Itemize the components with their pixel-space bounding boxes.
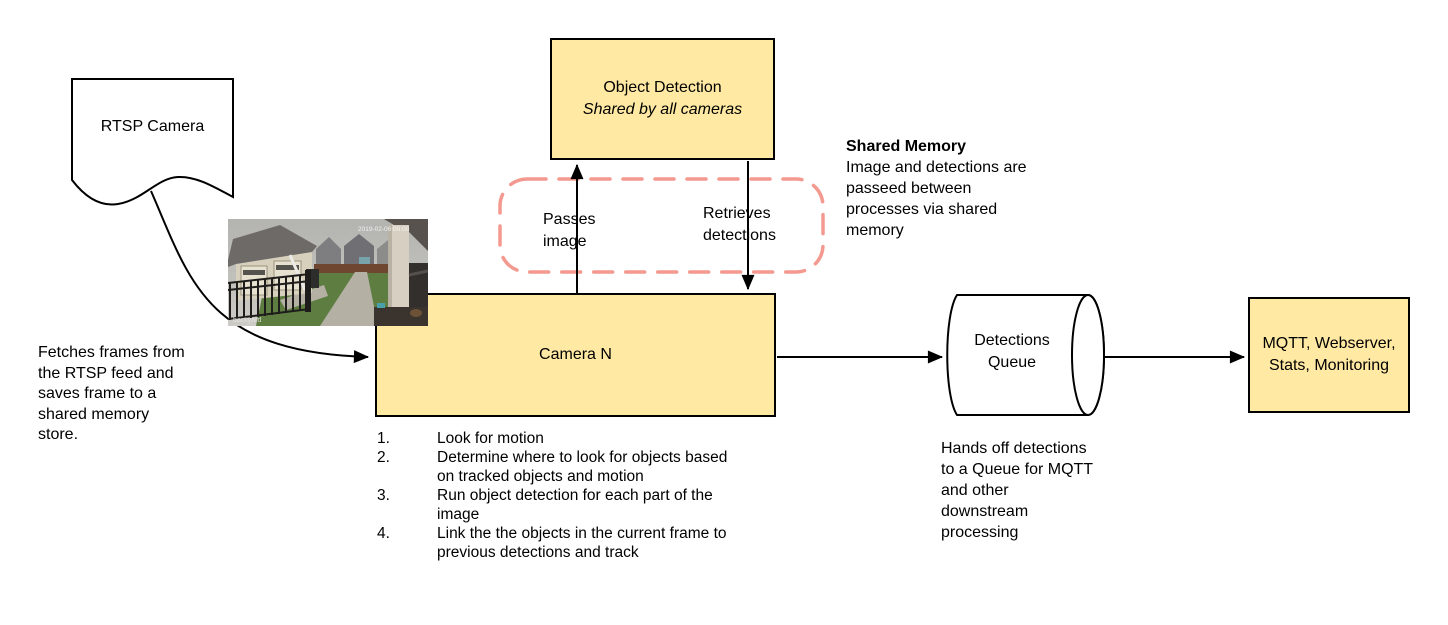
camera-snapshot xyxy=(228,219,428,326)
object-detection-title: Object Detection xyxy=(603,79,722,96)
step-number: 3. xyxy=(377,487,390,504)
step-text: Look for motion xyxy=(437,430,544,447)
shared-memory-note xyxy=(846,136,1038,241)
step-text: Determine where to look for objects based on tracked objects and motion xyxy=(437,449,728,485)
step-row xyxy=(377,524,787,562)
snapshot-camera-label: backyard xyxy=(233,317,262,324)
step-text: Run object detection for each part of the image xyxy=(437,487,713,523)
fetch-frames-note: Fetches frames from the RTSP feed and saves frame to a shared memory store. xyxy=(38,344,185,443)
shared-memory-note-body: Image and detections are passeed between processes via shared memory xyxy=(846,159,1027,239)
step-row xyxy=(377,448,787,486)
retrieves-detections-label: Retrieves detections xyxy=(703,205,776,244)
outputs-box xyxy=(1248,297,1410,413)
rtsp-camera-label: RTSP Camera xyxy=(100,118,205,135)
detections-queue-label: Detections Queue xyxy=(974,332,1050,371)
rtsp-camera-shape xyxy=(72,79,233,205)
step-row xyxy=(377,486,787,524)
queue-handoff-note: Hands off detections to a Queue for MQTT and other downstream processing xyxy=(941,440,1093,541)
step-number: 2. xyxy=(377,449,390,466)
object-detection-box xyxy=(550,38,775,160)
step-row xyxy=(377,429,787,448)
step-number: 1. xyxy=(377,430,390,447)
processing-steps-list xyxy=(377,429,787,562)
step-number: 4. xyxy=(377,525,390,542)
camera-n-box xyxy=(375,293,776,417)
step-text: Link the the objects in the current frame to previous detections and track xyxy=(437,525,727,561)
camera-n-label: Camera N xyxy=(539,346,612,363)
passes-image-label: Passes image xyxy=(543,211,596,250)
snapshot-timestamp: 2019-02-06 00:00 xyxy=(358,226,410,233)
object-detection-subtitle: Shared by all cameras xyxy=(582,101,743,118)
outputs-label: MQTT, Webserver, Stats, Monitoring xyxy=(1262,335,1396,374)
shared-memory-note-title: Shared Memory xyxy=(846,138,967,155)
